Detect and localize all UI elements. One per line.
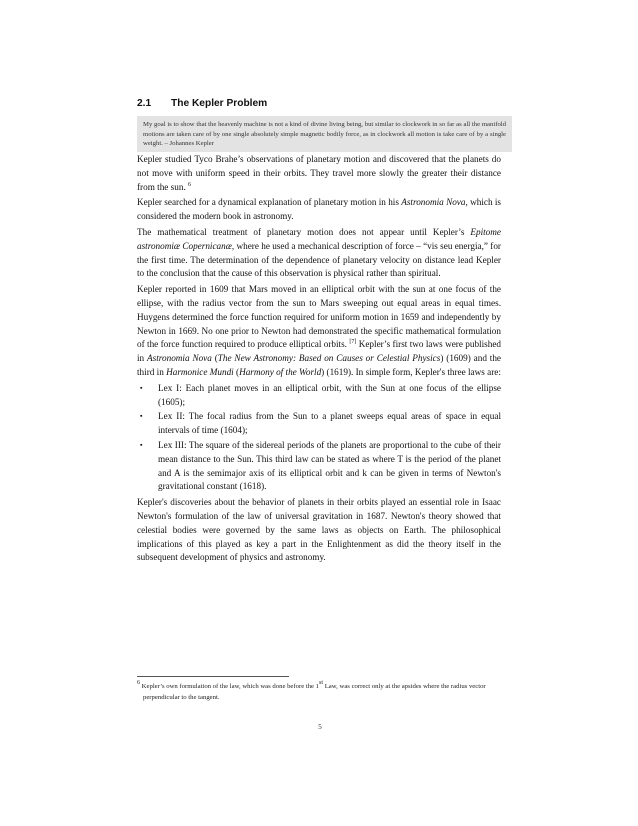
laws-list: [137, 382, 501, 494]
square-bullet-icon: ▪: [140, 383, 143, 392]
footnote-mark: 6: [137, 680, 140, 686]
section-number: 2.1: [137, 98, 152, 109]
page-number: 5: [318, 723, 322, 731]
book-title: Astronomia Nova: [147, 353, 212, 364]
body-text: [137, 153, 501, 567]
list-item: ▪ Lex III: The square of the sidereal periods of the planets are proportional to the cube of their mean distance to the Sun. This third law can be stated as where T is the period of the planet and A is the semimajor axis of its elliptical orbit and k can be given in terms of Newton's gravitational constant (1618).: [140, 439, 501, 492]
book-title: Astronomia Nova: [401, 197, 466, 208]
paragraph-4: Kepler reported in 1609 that Mars moved in an elliptical orbit with the sun at one focus of the ellipse, with the radius vector from the sun to Mars sweeping out equal areas in equal times. Huygens determined the force function required for uniform motion in 1659 and independently by Newton in 1669. No one prior to Newton had demonstrated the specific mathematical formulation of the force function required to produce elliptical orbits. [7] Kepler’s first two laws were published in Astronomia Nova (The New Astronomy: Based on Causes or Celestial Physics) (1609) and the third in Harmonice Mundi (Harmony of the World) (1619). In simple form, Kepler's three laws are:: [137, 284, 502, 377]
footnote: $^6$ Kepler’s own formulation of the law, which was done before the 1st Law, was correct only at the apsides where the radius vector perpendicular to the tangent.: [137, 680, 486, 701]
footnote-divider: [137, 676, 289, 677]
paragraph-2: Kepler searched for a dynamical explanation of planetary motion in his Astronomia Nova, which is considered the modern book in astronomy.: [137, 197, 501, 222]
square-bullet-icon: ▪: [140, 412, 143, 421]
citation-reference: [7]: [349, 339, 357, 346]
paragraph-3: The mathematical treatment of planetary motion does not appear until Kepler’s Epitome astronomiæ Copernicanæ, where he used a mechanical description of force – “vis seu energia,” for the first time. The determination of the dependence of planetary velocity on distance lead Kepler to the conclusion that the cause of this observation is physical rather than spiritual.: [137, 226, 501, 279]
book-title: The New Astronomy: Based on Causes or Celestial Physics: [217, 353, 441, 364]
section-title: The Kepler Problem: [171, 98, 268, 109]
paragraph-1: Kepler studied Tyco Brahe’s observations of planetary motion and discovered that the planets do not move with uniform speed in their orbits. They travel more slowly the greater their distance from the sun. $^6$: [137, 154, 501, 192]
book-title: Harmonice Mundi: [166, 366, 234, 377]
square-bullet-icon: ▪: [140, 440, 143, 449]
epigraph-quote: My goal is to show that the heavenly machine is not a kind of divine living being, but similar to clockwork in so far as all the manifold motions are taken care of by one single absolutely simple magnetic bodily force, as in clockwork all motion is take care of by a single weight. – Johannes Kepler: [137, 116, 512, 152]
book-title: Epitome astronomiæ Copernicanæ: [137, 226, 501, 251]
footnote-reference: 6: [188, 181, 192, 188]
book-title: Harmony of the World: [239, 366, 322, 377]
list-item: ▪ Lex II: The focal radius from the Sun to a planet sweeps equal areas of space in equal intervals of time (1604);: [140, 411, 501, 436]
section-heading: [137, 98, 267, 109]
list-item: ▪ Lex I: Each planet moves in an elliptical orbit, with the Sun at one focus of the ellipse (1605);: [140, 382, 501, 407]
paragraph-5: Kepler's discoveries about the behavior of planets in their orbits played an essential role in Isaac Newton's formulation of the law of universal gravitation in 1687. Newton's theory showed that celestial bodies were governed by the same laws as objects on Earth. The philosophical implications of this played as key a part in the Enlightenment as did the theory itself in the subsequent development of physics and astronomy.: [137, 497, 501, 563]
